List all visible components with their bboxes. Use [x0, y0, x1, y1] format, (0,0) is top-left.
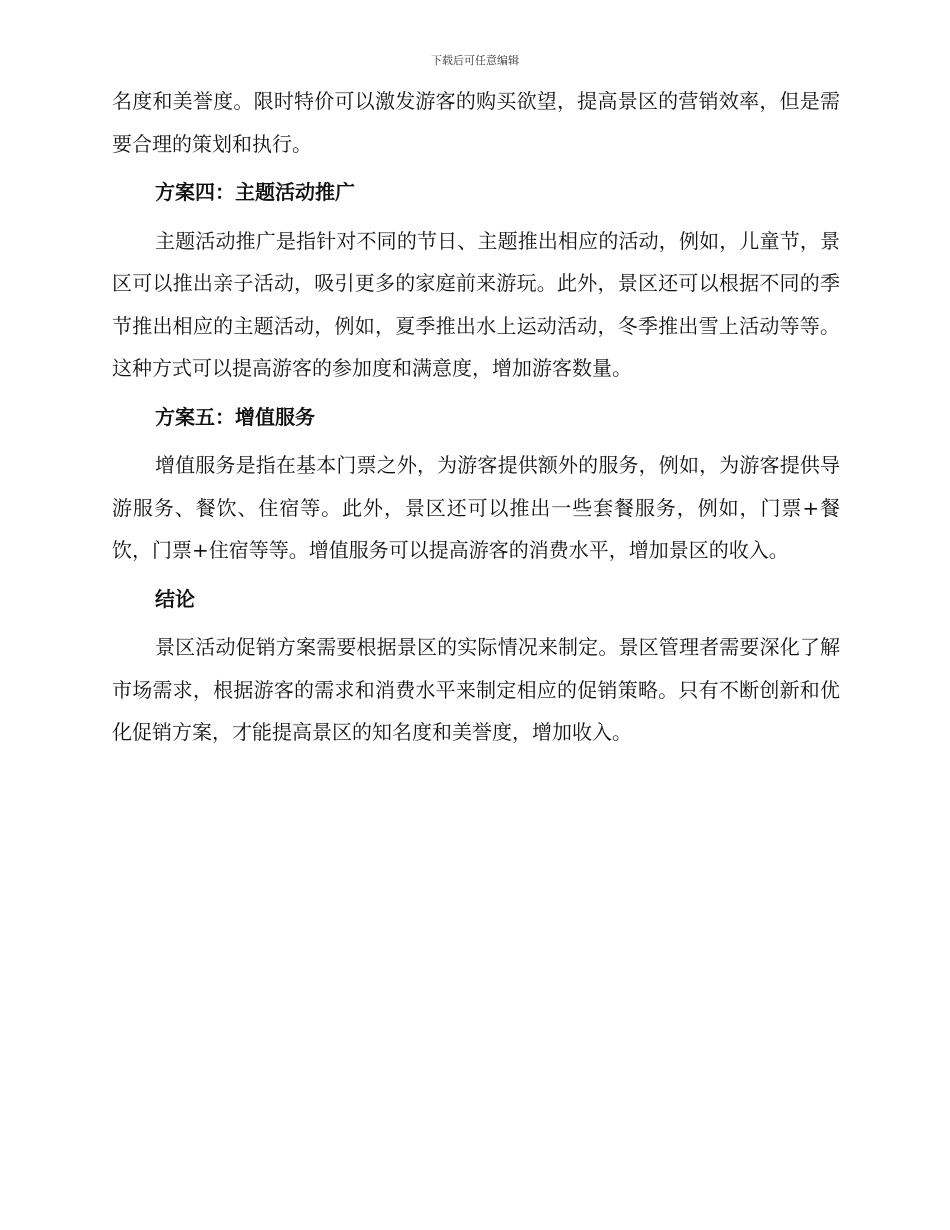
section-heading-plan-four: 方案四：主题活动推广	[155, 180, 355, 204]
section-heading-conclusion: 结论	[155, 586, 195, 611]
continued-paragraph: 名度和美誉度。限时特价可以激发游客的购买欲望，提高景区的营销效率，但是需要合理的策划和执行。	[112, 89, 840, 156]
page-header-note: 下载后可任意编辑	[431, 54, 519, 67]
paragraph-theme-activity: 主题活动推广是指针对不同的节日、主题推出相应的活动，例如，儿童节，景区可以推出亲子活动，吸引更多的家庭前来游玩。此外，景区还可以根据不同的季节推出相应的主题活动，例如，夏季推出水上运动活动，冬季推出雪上活动等等。这种方式可以提高游客的参加度和满意度，增加游客数量。	[112, 228, 840, 380]
document-body	[112, 80, 840, 754]
paragraph-conclusion: 景区活动促销方案需要根据景区的实际情况来制定。景区管理者需要深化了解市场需求，根据游客的需求和消费水平来制定相应的促销策略。只有不断创新和优化促销方案，才能提高景区的知名度和美誉度，增加收入。	[112, 635, 840, 744]
paragraph-value-added-service: 增值服务是指在基本门票之外，为游客提供额外的服务，例如，为游客提供导游服务、餐饮、住宿等。此外，景区还可以推出一些套餐服务，例如，门票+餐饮，门票+住宿等等。增值服务可以提高游客的消费水平，增加景区的收入。	[112, 453, 840, 562]
section-heading-plan-five: 方案五：增值服务	[155, 404, 315, 429]
